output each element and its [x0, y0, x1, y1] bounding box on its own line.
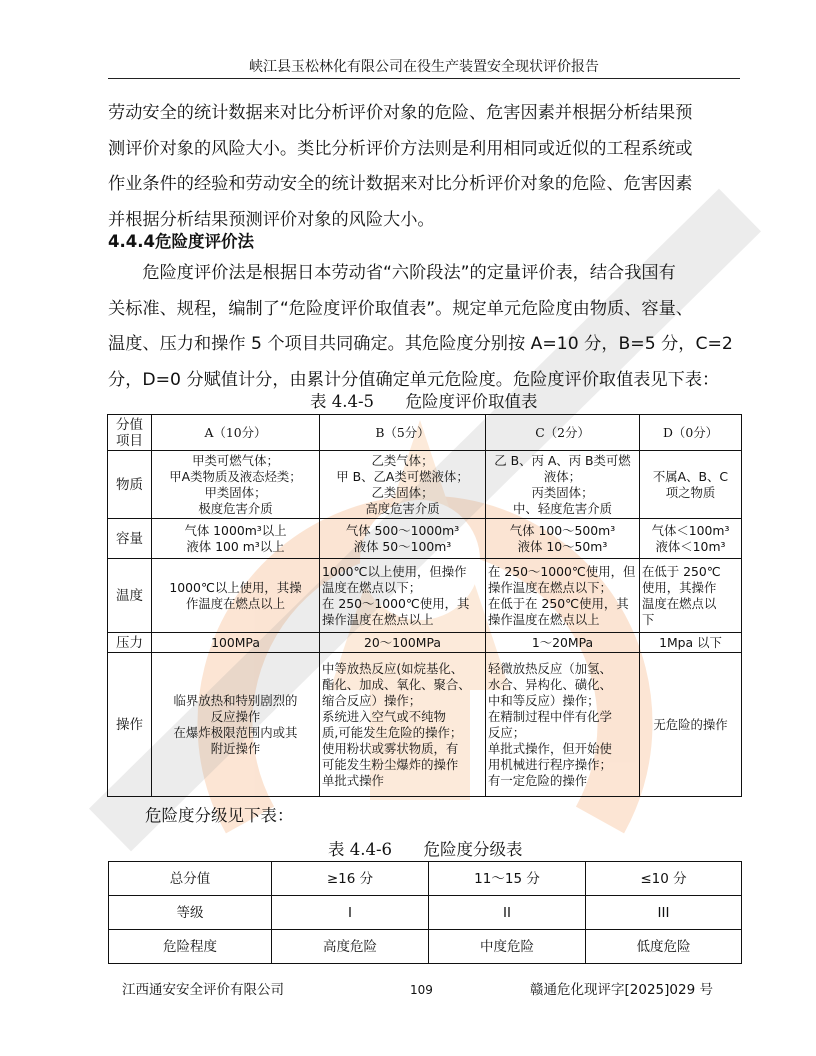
section-heading: 4.4.4危险度评价法	[108, 232, 254, 251]
cell-line: 用机械进行程序操作；	[488, 756, 612, 772]
table-cell: 低度危险	[586, 930, 742, 964]
cell-line: 项之物质	[665, 484, 716, 500]
corner-line: 分值	[116, 416, 143, 433]
text-line: 温度、压力和操作 5 个项目共同确定。其危险度分别按 A=10 分，B=5 分，C=2	[108, 334, 733, 354]
cell-line: 水合、异构化、磺化、	[488, 676, 612, 692]
cell-line: 可能发生粉尘爆炸的操作	[322, 756, 459, 772]
cell-line: 甲 B、乙A类可燃液体；	[336, 468, 469, 484]
table-row	[108, 451, 742, 519]
table-cell	[152, 653, 320, 797]
cell-line: 1000℃以上使用，其操	[169, 579, 302, 595]
cell-line: 缩合反应）操作；	[322, 692, 422, 708]
table-cell	[640, 451, 742, 519]
table-caption: 表 4.4-5 危险度评价取值表	[310, 392, 538, 411]
cell-line: 临界放热和特别剧烈的	[173, 692, 298, 708]
text-line: 测评价对象的风险大小。类比分析评价方法则是利用相同或近似的工程系统或	[108, 138, 693, 159]
cell-line: 1000℃以上使用，但操作	[322, 563, 467, 579]
footer-company: 江西通安安全评价有限公司	[122, 982, 284, 998]
table-cell: II	[429, 896, 586, 930]
cell-line: 无危险的操作	[653, 716, 728, 732]
table-cell	[486, 633, 640, 653]
row-label: 压力	[108, 633, 152, 653]
cell-line: 系统进入空气或不纯物	[322, 708, 446, 724]
cell-line: 气体＜100m³	[651, 522, 730, 538]
cell-line: 气体 1000m³以上	[184, 522, 287, 538]
page-header	[108, 56, 740, 79]
table-cell: 中度危险	[429, 930, 586, 964]
column-header-c: C（2分）	[486, 415, 640, 451]
table-cell	[152, 451, 320, 519]
table-cell	[320, 653, 486, 797]
table-cell	[320, 559, 486, 633]
column-header-b: B（5分）	[320, 415, 486, 451]
table-cell	[152, 633, 320, 653]
cell-line: 在低于在 250℃使用，其	[488, 595, 629, 611]
document-number: 赣通危化现评字[2025]029 号	[530, 982, 713, 998]
cell-line: 甲类可燃气体；	[192, 452, 279, 468]
cell-line: 在 250～1000℃使用，其	[322, 595, 470, 611]
table-row	[108, 653, 742, 797]
cell-line: 单批式操作，但开始使	[488, 740, 612, 756]
cell-line: 质,可能发生危险的操作；	[322, 724, 463, 740]
cell-line: 甲类固体；	[204, 484, 267, 500]
cell-line: 反应；	[488, 724, 526, 740]
intro-paragraph	[108, 96, 740, 238]
cell-line: 操作温度在燃点以上	[488, 611, 600, 627]
text-line: 危险度评价法是根据日本劳动省“六阶段法”的定量评价表，结合我国有	[108, 263, 676, 283]
row-label: 等级	[109, 896, 272, 930]
table-cell: ≤10 分	[586, 862, 742, 896]
row-label: 温度	[108, 559, 152, 633]
cell-line: 液体；	[543, 468, 582, 484]
cell-line: 乙类固体；	[371, 484, 434, 500]
table-row	[109, 930, 742, 964]
cell-line: 20～100MPa	[363, 634, 441, 650]
table-cell	[486, 519, 640, 559]
cell-line: 在爆炸极限范围内或其	[173, 724, 298, 740]
column-header-d: D（0分）	[640, 415, 742, 451]
risk-grading-table	[108, 861, 742, 964]
text-line: 并根据分析结果预测评价对象的风险大小。	[108, 209, 435, 230]
cell-line: 有一定危险的操作	[488, 772, 588, 788]
table-cell	[152, 519, 320, 559]
report-title: 峡江县玉松林化有限公司在役生产装置安全现状评价报告	[249, 59, 599, 75]
cell-line: 气体 500～1000m³	[345, 522, 460, 538]
text-line: 关标准、规程，编制了“危险度评价取值表”。规定单元危险度由物质、容量、	[108, 298, 693, 319]
cell-line: 轻微放热反应（加氢、	[488, 660, 612, 676]
table-cell	[320, 519, 486, 559]
cell-line: 在低于 250℃	[642, 563, 721, 579]
cell-line: 1～20MPa	[531, 634, 594, 650]
table-cell: I	[272, 896, 429, 930]
cell-line: 下	[642, 611, 655, 627]
cell-line: 液体 50～100m³	[353, 538, 452, 554]
row-label: 操作	[108, 653, 152, 797]
cell-line: 液体＜10m³	[655, 538, 726, 554]
cell-line: 附近操作	[210, 740, 261, 756]
table-cell: ≥16 分	[272, 862, 429, 896]
table-caption: 表 4.4-6 危险度分级表	[328, 840, 523, 859]
cell-line: 操作温度在燃点以上	[322, 611, 434, 627]
table-cell	[640, 653, 742, 797]
table-row	[108, 633, 742, 653]
method-paragraph	[108, 256, 740, 398]
cell-line: 液体 10～50m³	[517, 538, 608, 554]
text-line: 劳动安全的统计数据来对比分析评价对象的危险、危害因素并根据分析结果预	[108, 103, 693, 123]
table-cell	[486, 559, 640, 633]
page-number: 109	[410, 983, 433, 997]
cell-line: 乙类气体；	[371, 452, 434, 468]
cell-line: 在 250～1000℃使用，但	[488, 563, 636, 579]
table-cell	[640, 633, 742, 653]
table-row	[108, 519, 742, 559]
cell-line: 气体 100～500m³	[509, 522, 616, 538]
risk-scoring-table	[107, 414, 742, 797]
cell-line: 温度在燃点以	[642, 595, 717, 611]
cell-line: 中等放热反应(如烷基化、	[322, 660, 464, 676]
table-cell: III	[586, 896, 742, 930]
table-cell	[320, 633, 486, 653]
risk-table-body	[108, 451, 742, 797]
cell-line: 在精制过程中伴有化学	[488, 708, 612, 724]
cell-line: 温度在燃点以下；	[322, 579, 422, 595]
cell-line: 液体 100 m³以上	[186, 538, 285, 554]
cell-line: 中和等反应）操作；	[488, 692, 600, 708]
cell-line: 极度危害介质	[198, 500, 273, 516]
row-label: 总分值	[109, 862, 272, 896]
corner-line: 项目	[116, 432, 143, 449]
cell-line: 不属A、B、C	[652, 468, 729, 484]
cell-line: 丙类固体；	[531, 484, 594, 500]
corner-header	[108, 415, 152, 451]
cell-line: 使用，其操作	[642, 579, 717, 595]
table-cell	[486, 653, 640, 797]
text-line: 作业条件的经验和劳动安全的统计数据来对比分析评价对象的危险、危害因素	[108, 174, 693, 194]
table-cell: 11～15 分	[429, 862, 586, 896]
table-row	[109, 862, 742, 896]
text-line: 分，D=0 分赋值计分，由累计分值确定单元危险度。危险度评价取值表见下表：	[108, 369, 720, 390]
cell-line: 甲A类物质及液态烃类；	[169, 468, 302, 484]
row-label: 危险程度	[109, 930, 272, 964]
table-cell	[486, 451, 640, 519]
table-cell	[640, 519, 742, 559]
cell-line: 使用粉状或雾状物质，有	[322, 740, 459, 756]
cell-line: 高度危害介质	[365, 500, 440, 516]
table-cell	[640, 559, 742, 633]
table-cell	[320, 451, 486, 519]
cell-line: 单批式操作	[322, 772, 384, 788]
table-row	[109, 896, 742, 930]
table-row	[108, 559, 742, 633]
cell-line: 中、轻度危害介质	[512, 500, 613, 516]
cell-line: 1Mpa 以下	[659, 634, 722, 650]
cell-line: 作温度在燃点以上	[185, 595, 286, 611]
column-header-a: A（10分）	[152, 415, 320, 451]
cell-line: 100MPa	[211, 634, 260, 650]
grading-note: 危险度分级见下表：	[145, 806, 294, 825]
cell-line: 酯化、加成、氧化、聚合、	[322, 676, 471, 692]
table-cell	[152, 559, 320, 633]
cell-line: 乙 B、丙 A、丙 B类可燃	[494, 452, 631, 468]
row-label: 容量	[108, 519, 152, 559]
row-label: 物质	[108, 451, 152, 519]
table-cell: 高度危险	[272, 930, 429, 964]
cell-line: 操作温度在燃点以下；	[488, 579, 612, 595]
grading-table-body	[109, 862, 742, 964]
cell-line: 反应操作	[210, 708, 261, 724]
